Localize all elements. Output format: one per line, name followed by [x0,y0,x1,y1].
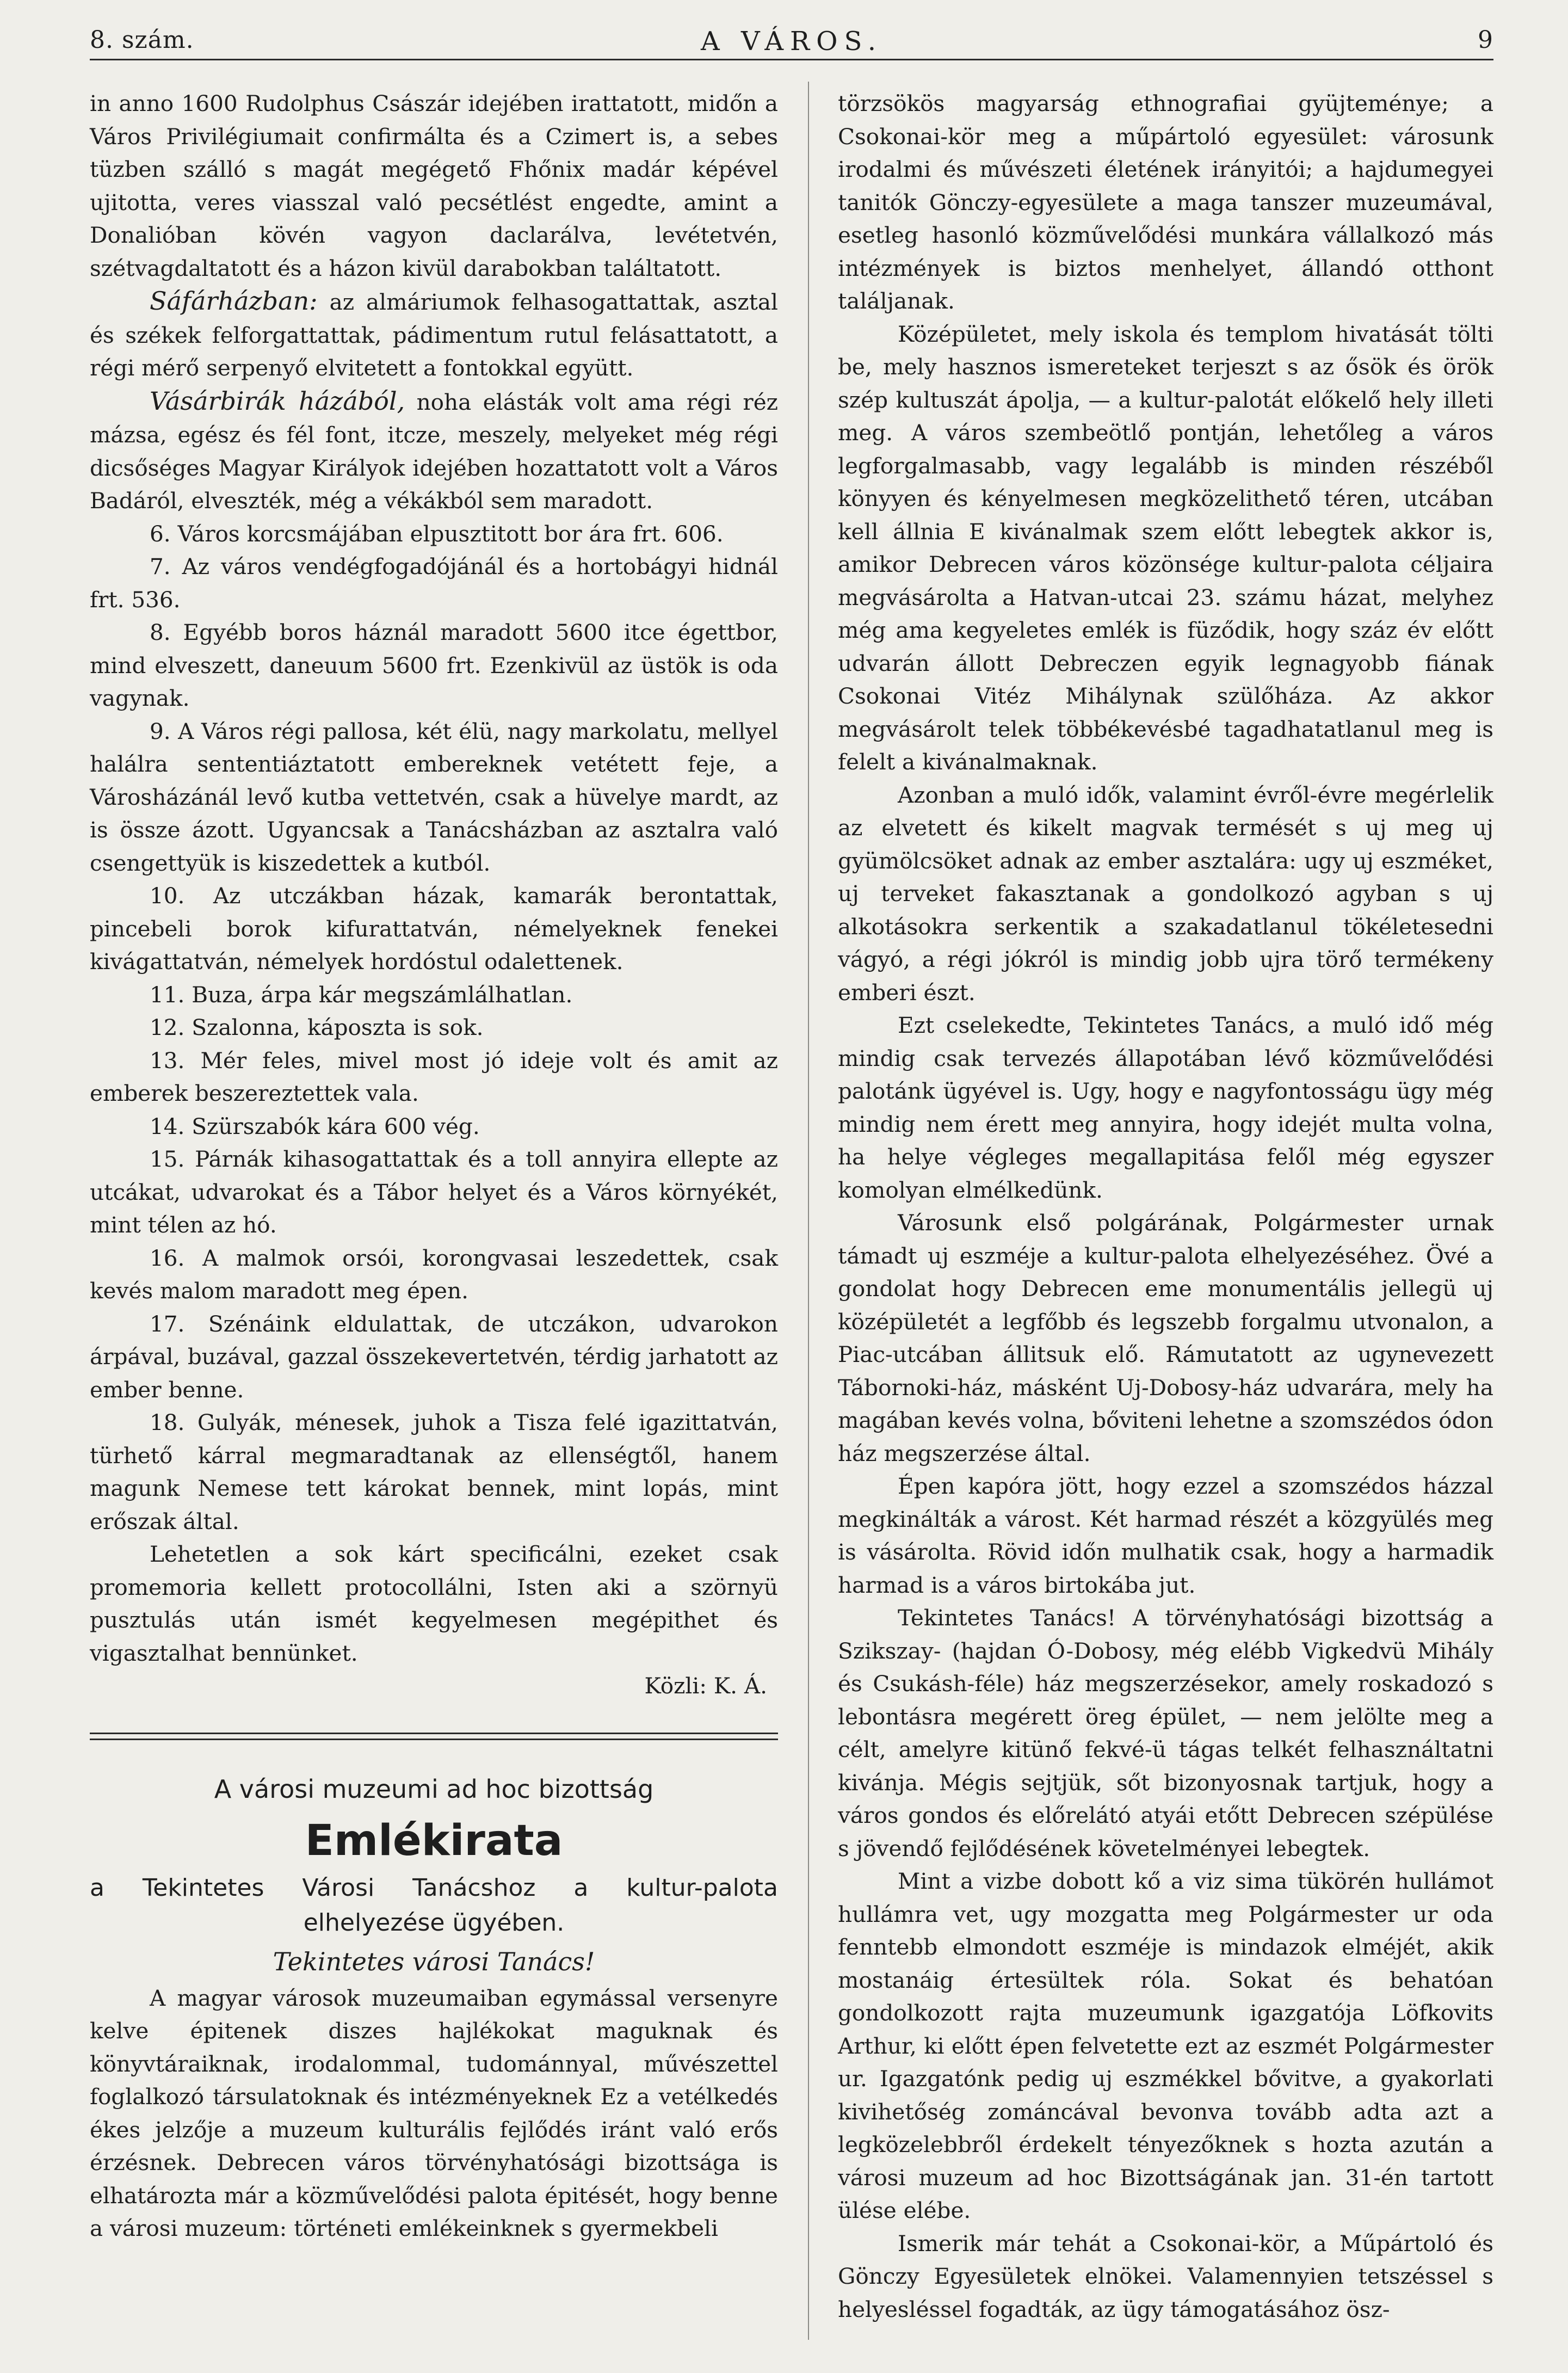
section-label: Vásárbirák házából, [150,386,405,416]
section-text: az almáriumok felhasogattattak, asztal és székek felforgattattak, pádimentum rutul felásattatott, a régi mérő serpenyő elvitetett a fontokkal együtt. [90,289,778,381]
paragraph [90,285,778,385]
list-item: 14. Szürszabók kára 600 vég. [150,1113,480,1139]
page-number: 9 [1478,26,1493,54]
header-rule [90,59,1493,60]
paragraph: Mint a vizbe dobott kő a viz sima tükörén hullámot hullámra vet, ugy mozgatta meg Polgármester ur oda fenntebb elmondott eszméje is mindazok elméjét, akik mostanáig értesültek róla. Sokat és behatóan gondolkozott rajta muzeumunk igazgatója Löfkovits Arthur, ki előtt épen felvetette ezt az eszmét Polgármester ur. Igazgatónk pedig uj eszmékkel bővitve, a gyakorlati kivihetőség zománcával bevonva tovább adta azt a legközelebbről érdekelt tényezőknek s hozta azután a városi muzeum ad hoc Bizottságának jan. 31-én tartott ülése elébe. [838,1868,1493,2223]
list-item: 9. A Város régi pallosa, két élü, nagy markolatu, mellyel halálra sententiáztatott embereknek vetétett feje, a Városházánál levő kutba vettetvén, csak a hüvelye mardt, az is össze ázott. Ugyancsak a Tanácsházban az asztalra való csengettyük is kiszedettek a kutból. [90,718,778,876]
memo-topic: elhelyezése ügyében. [303,1908,565,1937]
list-item: 17. Szénáink eldulattak, de utczákon, udvarokon árpával, buzával, gazzal összekevertetvén, térdig jarhatott az ember benne. [90,1310,778,1403]
paragraph: Azonban a muló idők, valamint évről-évre megérlelik az elvetett és kikelt magvak termését s uj meg uj gyümölcsöket adnak az ember asztalára: ugy uj eszméket, uj terveket fakasztanak a gondolkozó agyban s uj alkotásokra serkentik a szakadatlanul tökéletesedni vágyó, a régi jókról is mindig jobb ujra törő termékeny emberi észt. [838,781,1493,1006]
section-divider [90,1733,778,1740]
memo-addressee: a Tekintetes Városi Tanácshoz a kultur-palota [90,1873,778,1902]
list-item: 18. Gulyák, ménesek, juhok a Tisza felé igazittatván, türhető kárral megmaradtanak az ellenségtől, hanem magunk Nemese tett károkat bennek, mint lopás, mint erőszak által. [90,1409,778,1534]
list-item: 7. Az város vendégfogadójánál és a hortobágyi hidnál frt. 536. [90,553,778,613]
paragraph: Ezt cselekedte, Tekintetes Tanács, a muló idő még mindig csak tervezés állapotában lévő közművelődési palotánk ügyével is. Ugy, hogy e nagyfontosságu ügy még mindig nem érett meg annyira, hogy idejét multa volna, ha helye végleges megallapitása felől még egyszer komolyan elmélkedünk. [838,1012,1493,1203]
list-item: 8. Egyébb boros háznál maradott 5600 itce égettbor, mind elveszett, daneuum 5600 frt. Ezenkivül az üstök is oda vagynak. [90,619,778,711]
memo-subtitle: A városi muzeumi ad hoc bizottság [214,1774,654,1804]
issue-number: 8. szám. [90,26,194,54]
signature: Közli: K. Á. [644,1673,767,1699]
left-column [90,87,778,2245]
salutation: Tekintetes városi Tanács! [273,1946,595,1976]
paragraph: Épen kapóra jött, hogy ezzel a szomszédos házzal megkinálták a várost. Két harmad részét a közgyülés meg is vásárolta. Rövid időn mulhatik csak, hogy a harmadik harmad is a város birtokába jut. [838,1473,1493,1598]
newspaper-title: A VÁROS. [701,26,882,57]
section-text: noha elásták volt ama régi réz mázsa, egész és fél font, itcze, meszely, melyeket még régi dicsőséges Magyar Királyok idejében hozattatott volt a Város Badáról, elveszték, még a vékákból sem maradott. [90,389,778,514]
list-item: 12. Szalonna, káposzta is sok. [150,1014,484,1040]
list-item: 15. Párnák kihasogattattak és a toll annyira ellepte az utcákat, udvarokat és a Tábor helyet és a Város környékét, mint télen az hó. [90,1146,778,1238]
right-column [838,87,1493,2326]
list-item: 10. Az utczákban házak, kamarák berontattak, pincebeli borok kifurattatván, némelyeknek fenekei kivágattatván, némelyek hordóstul odalettenek. [90,883,778,975]
memo-title: Emlékirata [305,1816,563,1865]
list-item: 13. Mér feles, mivel most jó ideje volt és amit az emberek beszereztettek vala. [90,1047,778,1106]
paragraph: in anno 1600 Rudolphus Császár idejében irattatott, midőn a Város Privilégiumait confirmálta és a Czimert is, a sebes tüzben szálló s magát megégető Fhőnix madár képével ujitotta, veres viasszal való pecsétlést engedte, amint a Donalióban kövén vagyon daclarálva, levétetvén, szétvagdaltatott és a házon kivül darabokban találtatott. [90,90,778,281]
paragraph: A magyar városok muzeumaiban egymással versenyre kelve épitenek diszes hajlékokat maguknak és könyvtáraiknak, irodalommal, tudománnyal, művészettel foglalkozó társulatoknak és intézményeknek Ez a vetélkedés ékes jelzője a muzeum kulturális fejlődés iránt való erős érzésnek. Debrecen város törvényhatósági bizottsága is elhatározta már a közművelődési palota épitését, hogy benne a városi muzeum: történeti emlékeinknek s gyermekbeli [90,1984,778,2241]
closing-paragraph: Lehetetlen a sok kárt specificálni, ezeket csak promemoria kellett protocollálni, Isten aki a szörnyü pusztulás után ismét kegyelmesen megépithet és vigasztalhat bennünket. [90,1541,778,1666]
memo-heading [90,1767,778,1940]
page-header [90,16,1493,60]
paragraph: Tekintetes Tanács! A törvényhatósági bizottság a Szikszay- (hajdan Ó-Dobosy, még elébb Vigkedvü Mihály és Csukásh-féle) ház megszerzésekor, amely roskadozó s lebontásra megérett öreg épület, — nem jelölte meg a célt, amelyre kitünő fekvé-ü tágas telkét felhasználtatni kivánja. Mégis sejtjük, sőt bizonyosnak tartjuk, hogy a város gondos és előrelátó atyái etőtt Debrecen szépülése s jövendő fejlődésének követelményei lebegtek. [838,1605,1493,1862]
paragraph: Középületet, mely iskola és templom hivatását tölti be, mely hasznos ismereteket terjeszt s az ősök és örök szép kultuszát ápolja, — a kultur-palotát előkelő hely illeti meg. A város szembeötlő pontján, lehetőleg a város legforgalmasabb, vagy legalább is minden részéből könyyen és kényelmesen megközelithető téren, utcában kell állnia E kivánalmak szem előtt lebegtek akkor is, amikor Debrecen város közönsége kultur-palota céljaira megvásárolta a Hatvan-utcai 23. számu házat, melyhez még ama kegyeletes emlék is füződik, hogy száz év előtt udvarán állott Debreczen egyik legnagyobb fiának Csokonai Vitéz Mihálynak szülőháza. Az akkor megvásárolt telek többékevésbé tagadhatatlanul meg is felelt a kivánalmaknak. [838,320,1493,775]
section-label: Sáfárházban: [150,286,318,316]
paragraph: Ismerik már tehát a Csokonai-kör, a Műpártoló és Gönczy Egyesületek elnökei. Valamennyien tetszéssel s helyesléssel fogadták, az ügy támogatásához ösz- [838,2230,1493,2322]
paragraph: törzsökös magyarság ethnografiai gyüjteménye; a Csokonai-kör meg a műpártoló egyesület: városunk irodalmi és művészeti életének irányitói; a hajdumegyei tanitók Gönczy-egyesülete a maga tanszer muzeumával, esetleg hasonló közművelődési munkára vállalkozó más intézmények is biztos menhelyet, állandó otthont találjanak. [838,90,1493,314]
paragraph: Városunk első polgárának, Polgármester urnak támadt uj eszméje a kultur-palota elhelyezéséhez. Övé a gondolat hogy Debrecen eme monumentális jellegü uj középületét a legfőbb és legszebb forgalmu utvonalon, a Piac-utcában állitsuk elő. Rámutatott az ugynevezett Tábornoki-ház, másként Uj-Dobosy-ház udvarára, mely ha magában kevés volna, bőviteni lehetne a szomszédos ódon ház megszerzése által. [838,1210,1493,1466]
paragraph [90,385,778,517]
list-item: 6. Város korcsmájában elpusztitott bor ára frt. 606. [150,520,724,547]
column-divider [808,82,809,2340]
list-item: 11. Buza, árpa kár megszámlálhatlan. [150,981,573,1008]
list-item: 16. A malmok orsói, korongvasai leszedettek, csak kevés malom maradott meg épen. [90,1244,778,1304]
